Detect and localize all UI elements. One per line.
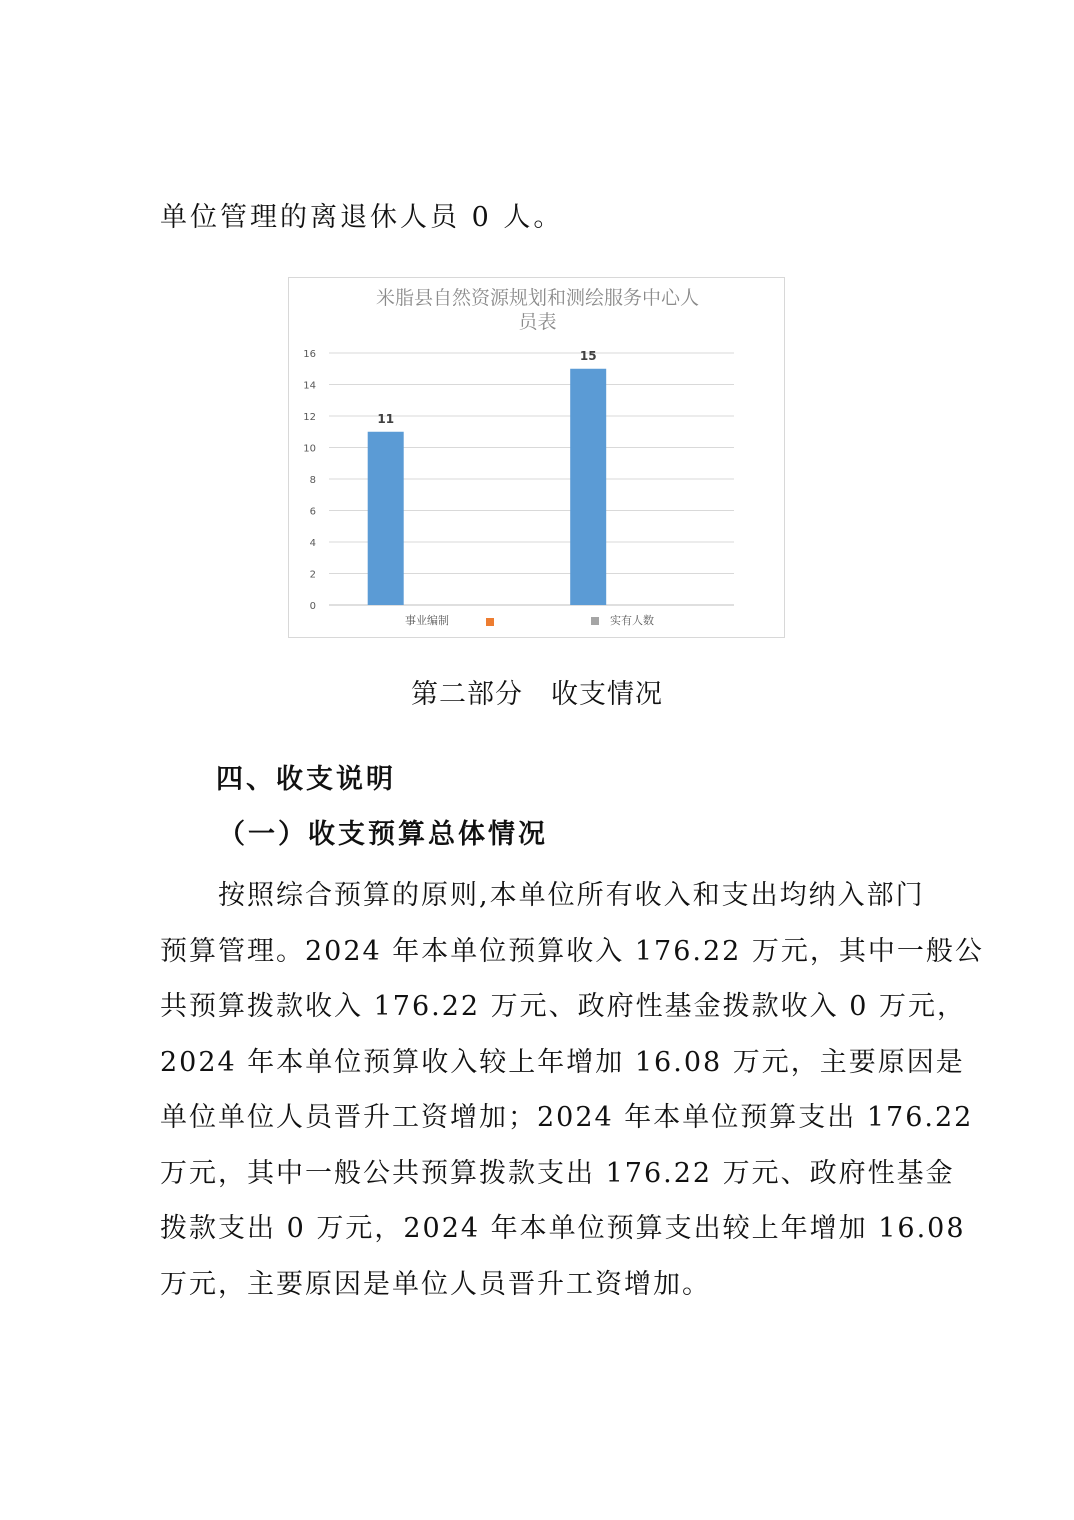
intro-line: 单位管理的离退休人员 0 人。 xyxy=(160,202,564,233)
y-tick-label: 6 xyxy=(309,506,316,518)
staff-chart xyxy=(288,277,785,638)
paragraph-line: 按照综合预算的原则,本单位所有收入和支出均纳入部门 xyxy=(160,880,925,911)
bar xyxy=(570,369,606,605)
y-tick-label: 0 xyxy=(309,601,316,612)
heading-income-expense: 四、收支说明 xyxy=(216,764,396,795)
paragraph-line: 2024 年本单位预算收入较上年增加 16.08 万元，主要原因是 xyxy=(160,1046,965,1078)
bar xyxy=(368,432,404,605)
data-label: 15 xyxy=(579,348,597,363)
y-tick-label: 2 xyxy=(309,569,316,581)
chart-title-line1: 米脂县自然资源规划和测绘服务中心人 xyxy=(375,287,699,309)
paragraph-line: 拨款支出 0 万元，2024 年本单位预算支出较上年增加 16.08 xyxy=(160,1213,966,1244)
paragraph-line: 万元，其中一般公共预算拨款支出 176.22 万元、政府性基金 xyxy=(160,1157,955,1189)
paragraph-line: 预算管理。2024 年本单位预算收入 176.22 万元，其中一般公 xyxy=(160,935,984,967)
paragraph-line: 共预算拨款收入 176.22 万元、政府性基金拨款收入 0 万元， xyxy=(160,991,966,1022)
paragraph-line: 万元，主要原因是单位人员晋升工资增加。 xyxy=(160,1268,711,1300)
y-tick-label: 12 xyxy=(303,412,316,423)
y-tick-label: 10 xyxy=(303,443,316,455)
y-tick-label: 16 xyxy=(303,349,316,360)
y-tick-label: 14 xyxy=(303,380,316,392)
data-label: 11 xyxy=(377,411,395,426)
legend-marker xyxy=(591,617,599,625)
heading-budget-overview: （一）收支预算总体情况 xyxy=(218,819,548,850)
chart-plot xyxy=(289,278,786,639)
chart-title-line2: 员表 xyxy=(518,311,557,333)
y-tick-label: 4 xyxy=(309,538,316,549)
legend-marker xyxy=(486,618,494,626)
section-title: 第二部分 收支情况 xyxy=(411,679,663,710)
legend-label: 实有人数 xyxy=(610,614,654,627)
paragraph-line: 单位单位人员晋升工资增加；2024 年本单位预算支出 176.22 xyxy=(160,1102,974,1133)
legend-label: 事业编制 xyxy=(405,614,449,627)
y-tick-label: 8 xyxy=(309,475,316,486)
